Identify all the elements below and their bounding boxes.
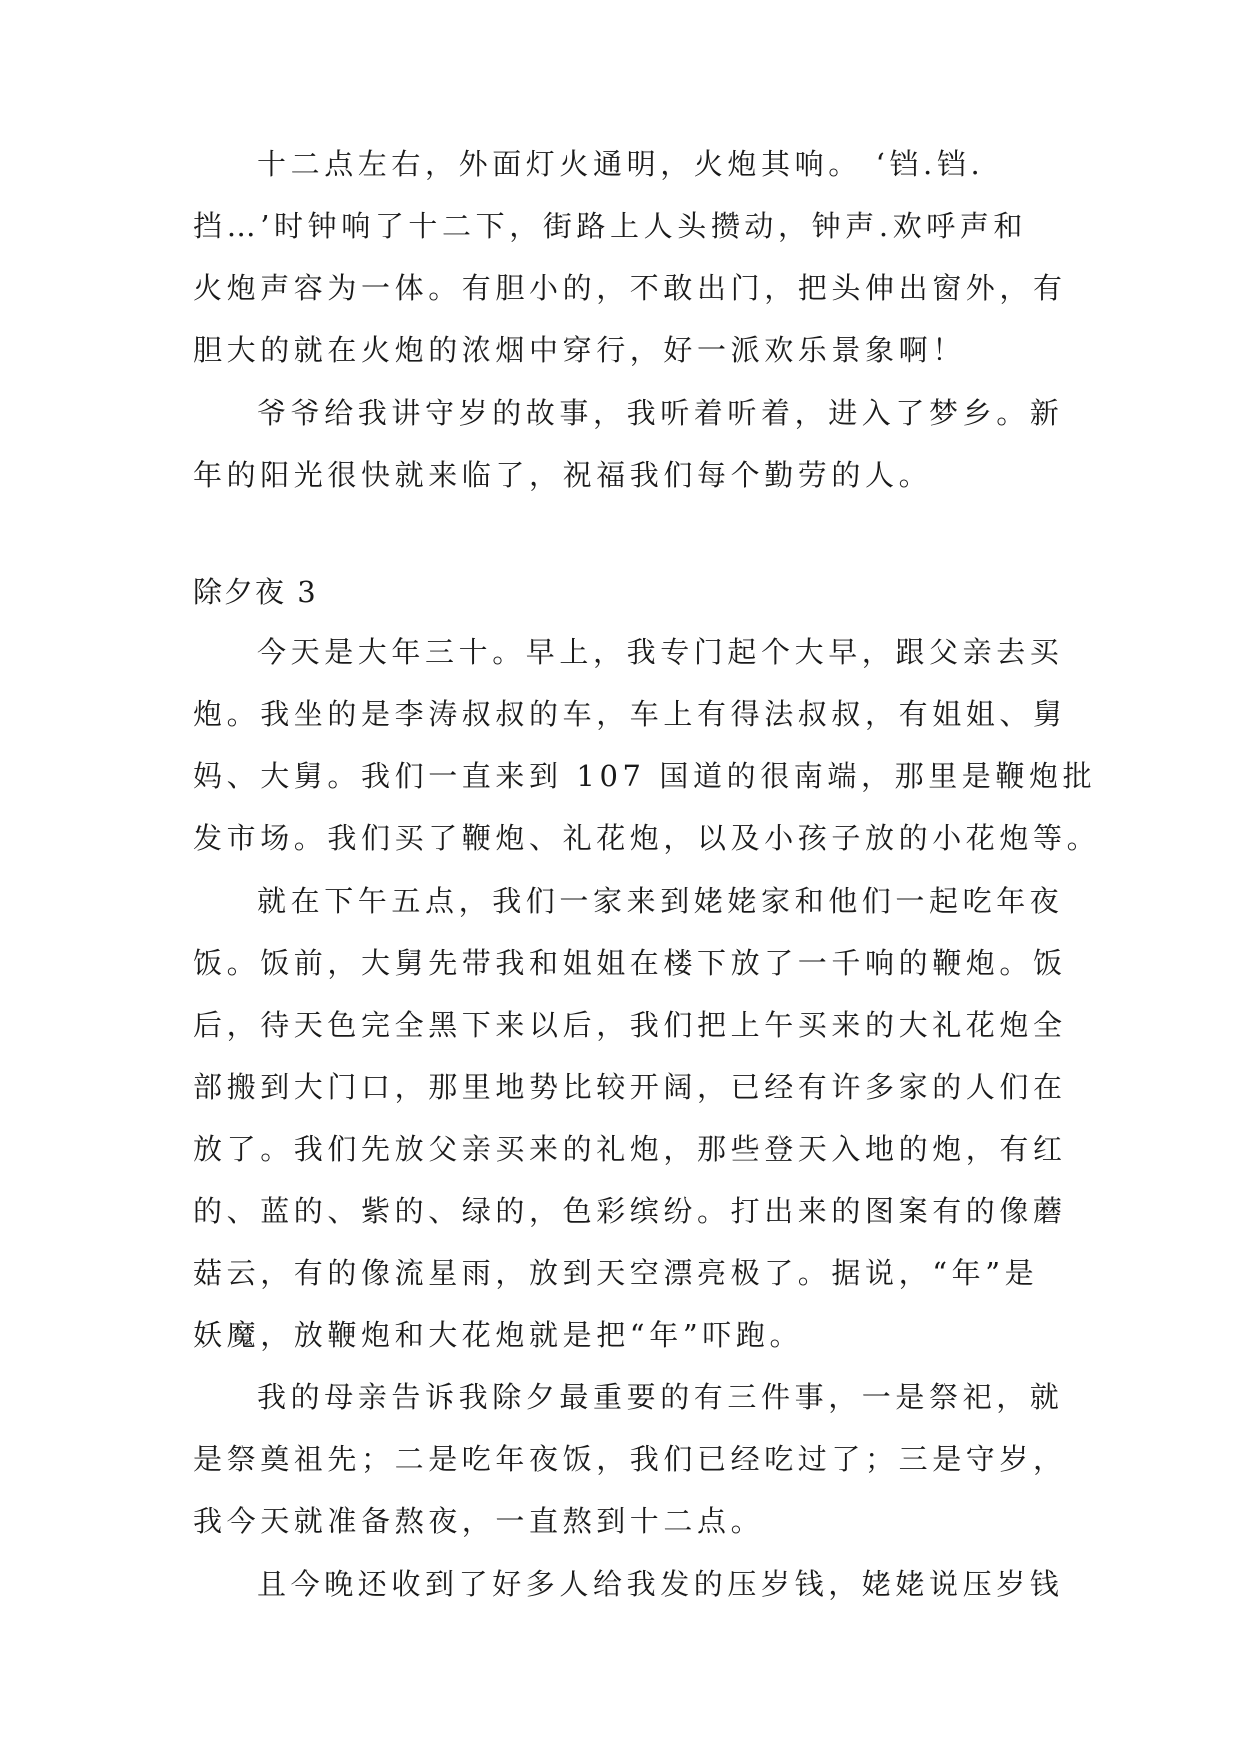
paragraph-line: 妈、大舅。我们一直来到 107 国道的很南端，那里是鞭炮批 — [193, 759, 1097, 793]
paragraph-line: 放了。我们先放父亲买来的礼炮，那些登天入地的炮，有红 — [193, 1132, 1067, 1166]
paragraph-line: 就在下午五点，我们一家来到姥姥家和他们一起吃年夜 — [257, 884, 1064, 918]
paragraph-line: 挡…’时钟响了十二下，街路上人头攒动，钟声.欢呼声和 — [193, 209, 1028, 243]
paragraph-line: 火炮声容为一体。有胆小的，不敢出门，把头伸出窗外，有 — [193, 271, 1067, 305]
paragraph-line: 且今晚还收到了好多人给我发的压岁钱，姥姥说压岁钱 — [257, 1567, 1064, 1601]
paragraph-line: 后，待天色完全黑下来以后，我们把上午买来的大礼花炮全 — [193, 1008, 1067, 1042]
paragraph-line: 妖魔，放鞭炮和大花炮就是把“年”吓跑。 — [193, 1318, 804, 1352]
paragraph-line: 胆大的就在火炮的浓烟中穿行，好一派欢乐景象啊！ — [193, 333, 966, 367]
paragraph-line: 今天是大年三十。早上，我专门起个大早，跟父亲去买 — [257, 635, 1064, 669]
paragraph-line: 年的阳光很快就来临了，祝福我们每个勤劳的人。 — [193, 458, 933, 492]
paragraph-line: 十二点左右，外面灯火通明，火炮其响。 ‘铛.铛. — [257, 147, 985, 181]
paragraph-line: 我今天就准备熬夜，一直熬到十二点。 — [193, 1504, 765, 1538]
paragraph-line: 发市场。我们买了鞭炮、礼花炮，以及小孩子放的小花炮等。 — [193, 821, 1101, 855]
section-heading: 除夕夜 3 — [193, 575, 318, 609]
paragraph-line: 的、蓝的、紫的、绿的，色彩缤纷。打出来的图案有的像蘑 — [193, 1194, 1067, 1228]
paragraph-line: 爷爷给我讲守岁的故事，我听着听着，进入了梦乡。新 — [257, 396, 1064, 430]
paragraph-line: 我的母亲告诉我除夕最重要的有三件事，一是祭祀，就 — [257, 1380, 1064, 1414]
paragraph-line: 饭。饭前，大舅先带我和姐姐在楼下放了一千响的鞭炮。饭 — [193, 946, 1067, 980]
paragraph-line: 部搬到大门口，那里地势比较开阔，已经有许多家的人们在 — [193, 1070, 1067, 1104]
paragraph-line: 炮。我坐的是李涛叔叔的车，车上有得法叔叔，有姐姐、舅 — [193, 697, 1067, 731]
paragraph-line: 是祭奠祖先；二是吃年夜饭，我们已经吃过了；三是守岁， — [193, 1442, 1067, 1476]
paragraph-line: 菇云，有的像流星雨，放到天空漂亮极了。据说，“年”是 — [193, 1256, 1039, 1290]
